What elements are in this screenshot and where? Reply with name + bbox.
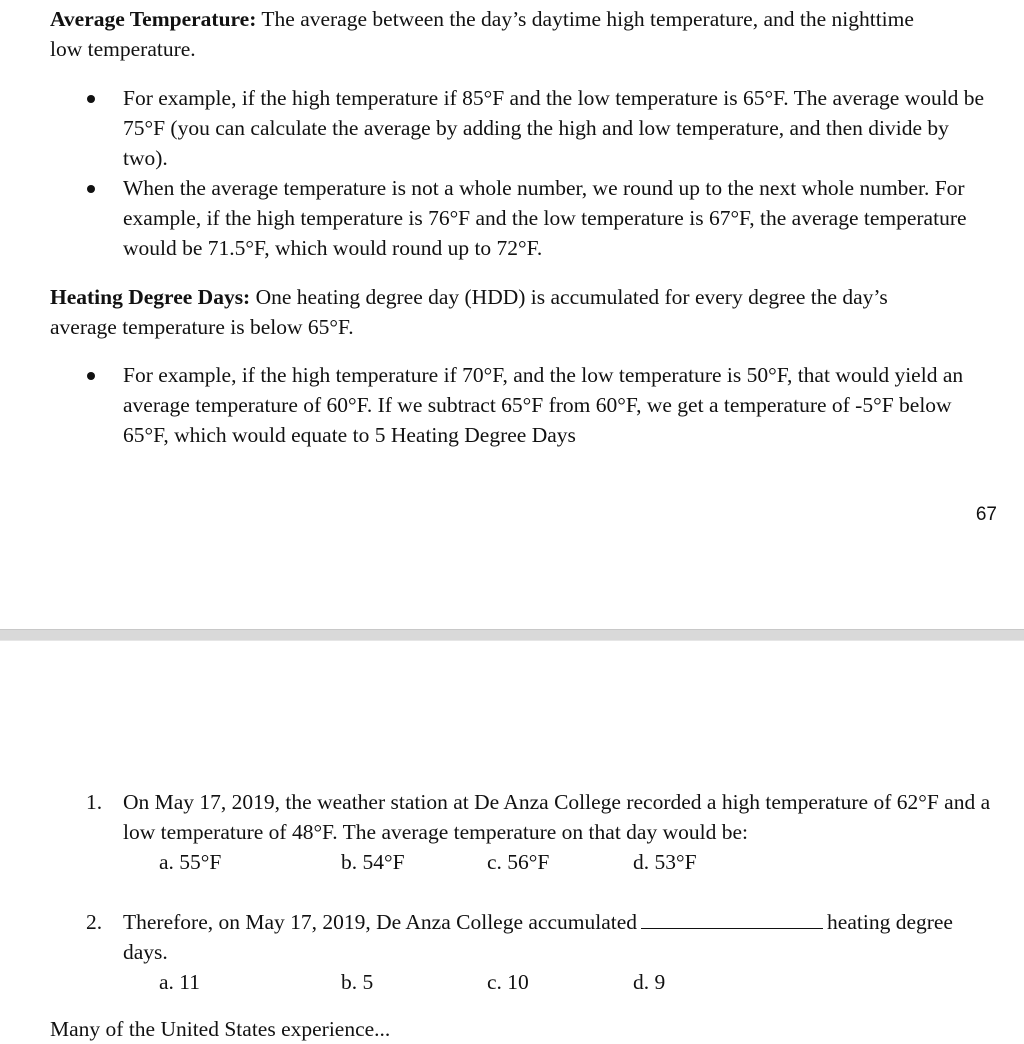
question-2-choices xyxy=(0,967,1024,997)
page-separator xyxy=(0,629,1024,641)
page-number: 67 xyxy=(975,504,997,525)
choice-d[interactable]: d. 53°F xyxy=(633,850,697,874)
average-temperature-bullets xyxy=(0,83,1024,263)
choice-a[interactable]: a. 55°F xyxy=(159,850,222,874)
cut-off-text-line xyxy=(50,1014,1010,1041)
heating-degree-days-text: One heating degree day (HDD) is accumulated for every degree the day’s average temperature is below 65°F. xyxy=(50,285,888,339)
question-text: On May 17, 2019, the weather station at De Anza College recorded a high temperature of 62°F and a low temperature of 48°F. The average temperature on that day would be: xyxy=(123,790,991,844)
list-item xyxy=(0,173,998,263)
cut-off-text: Many of the United States experience... xyxy=(50,1017,391,1041)
question-number: 2. xyxy=(86,910,103,934)
bullet-icon xyxy=(87,372,95,380)
list-item xyxy=(0,83,998,173)
question-text-after-blank: heating degree days. xyxy=(123,910,953,964)
choice-d[interactable]: d. 9 xyxy=(633,970,666,994)
heating-degree-days-term: Heating Degree Days: xyxy=(50,285,251,309)
bullet-icon xyxy=(87,95,95,103)
bullet-text: When the average temperature is not a whole number, we round up to the next whole number. For example, if the high temperature is 76°F and the low temperature is 67°F, the average temperature would be 71.5°F, which would round up to 72°F. xyxy=(123,176,967,260)
choice-a[interactable]: a. 11 xyxy=(159,970,200,994)
choice-c[interactable]: c. 56°F xyxy=(487,850,550,874)
average-temperature-term: Average Temperature: xyxy=(50,7,257,31)
heating-degree-days-definition xyxy=(50,282,950,342)
average-temperature-definition xyxy=(50,4,950,64)
bullet-text: For example, if the high temperature if 85°F and the low temperature is 65°F. The average would be 75°F (you can calculate the average by adding the high and low temperature, and then divide by two). xyxy=(123,86,985,170)
answer-blank[interactable] xyxy=(641,908,823,929)
question-text xyxy=(123,907,1003,967)
bullet-text: For example, if the high temperature if 70°F, and the low temperature is 50°F, that would yield an average temperature of 60°F. If we subtract 65°F from 60°F, we get a temperature of -5°F below 65°F, which would equate to 5 Heating Degree Days xyxy=(123,363,964,447)
bullet-icon xyxy=(87,185,95,193)
question-number: 1. xyxy=(86,790,103,814)
choice-c[interactable]: c. 10 xyxy=(487,970,529,994)
list-item xyxy=(0,360,998,450)
choice-b[interactable]: b. 5 xyxy=(341,970,374,994)
question-1-choices xyxy=(0,847,1024,877)
choice-b[interactable]: b. 54°F xyxy=(341,850,405,874)
average-temperature-text: The average between the day’s daytime high temperature, and the nighttime low temperature. xyxy=(50,7,914,61)
heating-degree-days-bullets xyxy=(0,360,1024,450)
question-text-before-blank: Therefore, on May 17, 2019, De Anza College accumulated xyxy=(123,910,638,934)
